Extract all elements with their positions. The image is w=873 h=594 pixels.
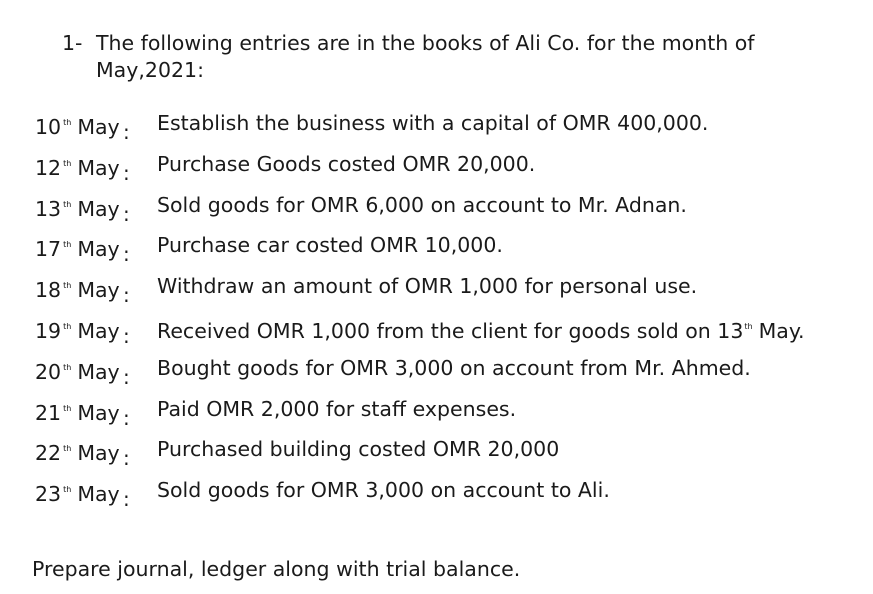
entry-description-tail: May. (758, 318, 805, 343)
entry-day-suffix: th (63, 444, 72, 454)
entry-separator: : (123, 120, 130, 144)
entry-month: May (77, 278, 120, 303)
entry-description: Purchase Goods costed OMR 20,000. (157, 151, 536, 176)
entry-month: May (77, 359, 120, 384)
entry-description: Paid OMR 2,000 for staff expenses. (157, 396, 517, 421)
entry-day: 18 (35, 278, 62, 303)
entry-day: 12 (35, 155, 62, 180)
entry-day: 22 (35, 441, 62, 466)
entry-day: 17 (35, 237, 62, 262)
entry-separator: : (123, 283, 130, 308)
entry-description: Establish the business with a capital of OMR 400,000. (157, 111, 709, 135)
entry-date (35, 394, 120, 428)
entry-date (35, 312, 120, 346)
entry-day-suffix: th (63, 362, 72, 372)
entry-day: 20 (35, 359, 62, 384)
entry-month: May (77, 441, 120, 466)
entry-day: 19 (35, 318, 62, 343)
entry-date (35, 149, 120, 183)
question-number: 1- (62, 31, 83, 55)
entry-description: Sold goods for OMR 3,000 on account to Ali. (157, 478, 610, 503)
entry-day: 21 (35, 400, 62, 425)
entries-list (35, 108, 855, 516)
entry-separator: : (123, 364, 130, 389)
instruction-text: Prepare journal, ledger along with trial balance. (32, 557, 521, 581)
question-text: The following entries are in the books of Ali Co. for the month of May,2021: (96, 31, 755, 82)
list-item (35, 230, 855, 271)
list-item (35, 190, 855, 231)
entry-separator: : (123, 487, 130, 512)
entry-separator: : (123, 242, 130, 267)
entry-description-text: Received OMR 1,000 from the client for goods sold on 13 (157, 318, 744, 343)
entry-day-suffix: th (63, 321, 72, 331)
entry-day: 10 (35, 115, 62, 139)
entry-date (35, 434, 120, 468)
entry-separator: : (123, 160, 130, 185)
entry-date (35, 108, 120, 142)
entry-month: May (77, 237, 120, 262)
entry-day-suffix: th (63, 240, 72, 250)
question-heading (62, 30, 842, 84)
entry-description (157, 312, 805, 346)
entry-month: May (77, 115, 120, 139)
entry-description: Purchased building costed OMR 20,000 (157, 437, 560, 462)
entry-date (35, 230, 120, 264)
entry-month: May (77, 400, 120, 425)
entry-month: May (77, 318, 120, 343)
entry-description: Sold goods for OMR 6,000 on account to Mr. Adnan. (157, 192, 687, 217)
entry-day-suffix: th (63, 403, 72, 413)
entry-month: May (77, 196, 120, 221)
entry-day: 23 (35, 482, 62, 507)
list-item (35, 108, 855, 149)
list-item (35, 353, 855, 394)
entry-date (35, 271, 120, 305)
entry-day-suffix: th (63, 199, 72, 209)
entry-description-suffix: th (744, 321, 753, 331)
entry-separator: : (123, 201, 130, 226)
entry-month: May (77, 482, 120, 507)
entry-date (35, 353, 120, 387)
entry-date (35, 190, 120, 224)
entry-day-suffix: th (63, 485, 72, 495)
list-item (35, 271, 855, 312)
entry-description: Purchase car costed OMR 10,000. (157, 233, 503, 258)
entry-day-suffix: th (63, 118, 72, 127)
entry-date (35, 475, 120, 509)
entry-description: Bought goods for OMR 3,000 on account from Mr. Ahmed. (157, 355, 751, 380)
entry-month: May (77, 155, 120, 180)
entry-day: 13 (35, 196, 62, 221)
list-item (35, 475, 855, 516)
entry-separator: : (123, 323, 130, 348)
list-item (35, 434, 855, 475)
list-item (35, 394, 855, 435)
list-item (35, 312, 855, 353)
entry-separator: : (123, 405, 130, 430)
entry-description: Withdraw an amount of OMR 1,000 for personal use. (157, 274, 698, 299)
entry-separator: : (123, 446, 130, 471)
entry-day-suffix: th (63, 281, 72, 291)
list-item (35, 149, 855, 190)
entry-day-suffix: th (63, 158, 72, 168)
